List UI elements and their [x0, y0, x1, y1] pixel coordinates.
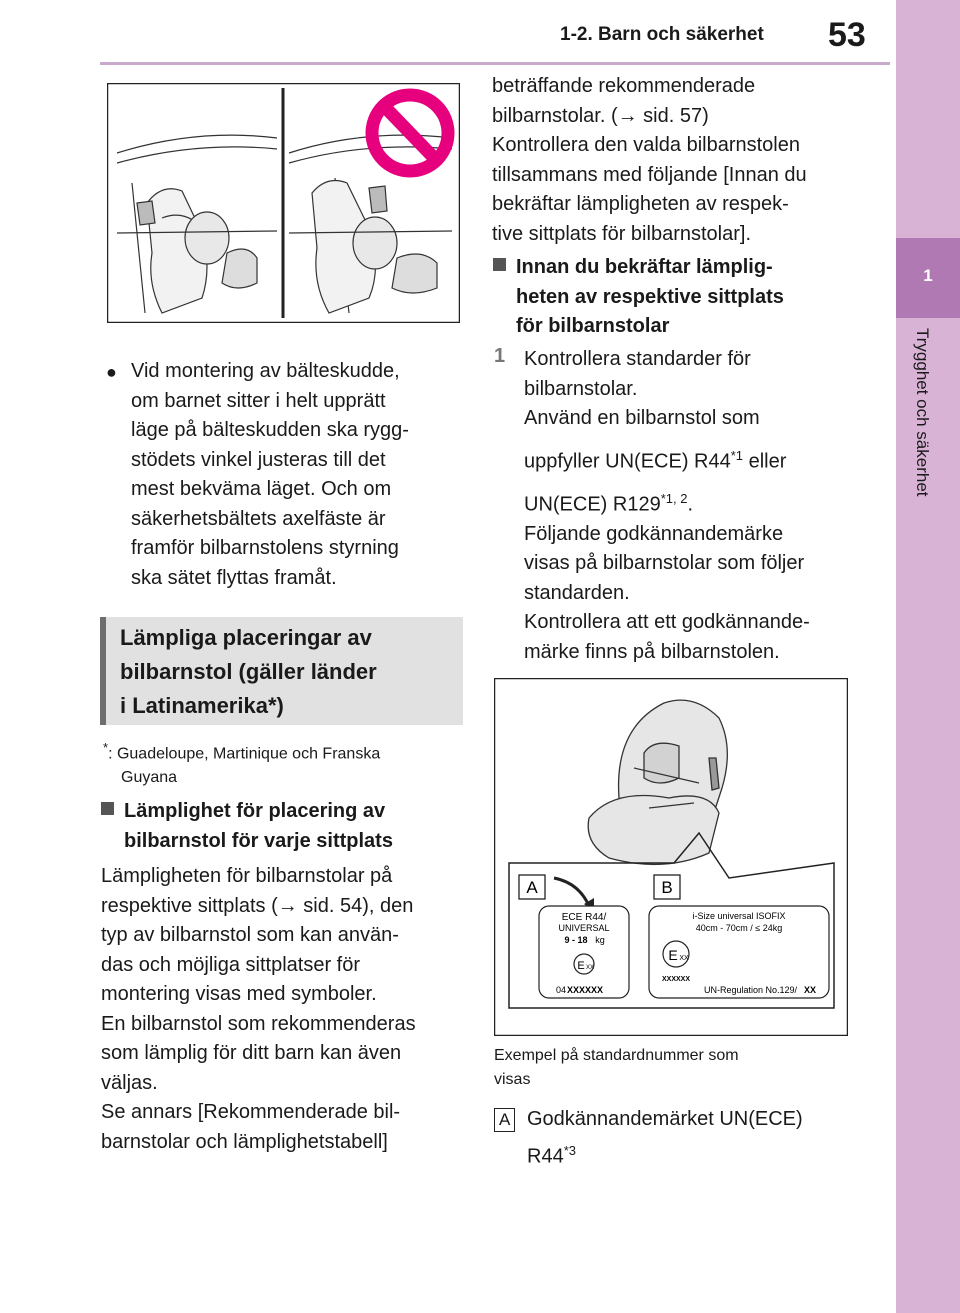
body-line: En bilbarnstol som rekommenderas — [101, 1012, 416, 1035]
bullet-line: säkerhetsbältets axelfäste är — [131, 507, 386, 530]
caption-line: Exempel på standardnummer som — [494, 1047, 739, 1064]
emark-b-sub: XX — [679, 955, 689, 962]
square-bullet-icon — [493, 258, 506, 271]
label-a-std: ECE R44/ — [561, 912, 607, 923]
item-a-text — [527, 1103, 857, 1173]
section-title: 1-2. Barn och säkerhet — [560, 24, 764, 45]
body-line: barnstolar och lämplighetstabell] — [101, 1130, 388, 1153]
footnote-line: : Guadeloupe, Martinique och Franska — [108, 745, 381, 763]
label-a-prefix: 04 — [556, 985, 567, 995]
body-line: montering visas med symboler. — [101, 983, 377, 1005]
chapter-number-tab — [896, 238, 960, 318]
step-line: . — [687, 493, 694, 516]
label-b-title: i-Size universal ISOFIX — [692, 911, 786, 921]
step-line: Kontrollera standarder för — [524, 348, 751, 370]
footnote-ref: *1 — [730, 447, 744, 463]
emark-a-sub: XX — [585, 965, 595, 971]
footnote-ref: *3 — [563, 1143, 576, 1158]
label-b: B — [661, 878, 673, 897]
section-heading-box — [100, 617, 463, 725]
bullet-line: mest bekväma läget. Och om — [131, 478, 392, 500]
item-a-line: Godkännandemärket UN(ECE) — [527, 1108, 803, 1130]
body-line: respektive sittplats (→ sid. 54), den — [101, 894, 414, 917]
emark-a: E — [577, 960, 585, 972]
item-a-box: A — [494, 1108, 515, 1132]
heading-line: i Latinamerika*) — [120, 693, 284, 718]
step-line: standarden. — [524, 581, 630, 604]
subheading-line: heten av respektive sittplats — [516, 285, 784, 308]
label-a-class: UNIVERSAL — [558, 923, 610, 933]
intro-paragraph — [492, 72, 852, 249]
bullet-line: om barnet sitter i helt upprätt — [131, 389, 386, 412]
item-a-label — [494, 1108, 515, 1132]
label-a-mass: 9 - 18 — [564, 935, 588, 945]
subheading-line: Innan du bekräftar lämplig- — [516, 256, 773, 278]
step-number: 1 — [494, 345, 506, 367]
footnote-mark: * — [103, 740, 109, 755]
intro-line: tillsammans med följande [Innan du — [492, 163, 807, 186]
body-line: typ av bilbarnstol som kan använ- — [101, 924, 399, 946]
footnote-ref: *1, 2 — [660, 490, 688, 506]
step-line: Använd en bilbarnstol som — [524, 407, 760, 429]
subheading-suitability — [101, 797, 461, 856]
intro-line: bekräftar lämpligheten av respek- — [492, 193, 789, 215]
label-b-reg-xx: XX — [804, 985, 817, 995]
bullet-icon: ● — [106, 362, 117, 382]
step-line: Följande godkännandemärke — [524, 522, 784, 545]
intro-line: beträffande rekommenderade — [492, 75, 756, 97]
step-line: bilbarnstolar. — [524, 377, 638, 400]
label-a-unit: kg — [595, 935, 605, 945]
subheading-line: Lämplighet för placering av — [124, 800, 386, 822]
approval-label-figure — [494, 678, 848, 1036]
subheading-line: bilbarnstol för varje sittplats — [124, 829, 393, 852]
bullet-line: läge på bälteskudden ska rygg- — [131, 419, 409, 441]
label-b-code: XXXXXX — [662, 976, 691, 983]
label-b-reg: UN-Regulation No.129/ — [704, 985, 798, 995]
body-line: Se annars [Rekommenderade bil- — [101, 1101, 401, 1123]
emark-b: E — [668, 947, 678, 963]
step-text — [524, 345, 864, 667]
footnote-line: Guyana — [121, 769, 178, 787]
body-line: som lämplig för ditt barn kan även — [101, 1042, 402, 1064]
subheading-before-confirm — [493, 253, 853, 342]
step-line: UN(ECE) R129 — [524, 493, 661, 516]
caption-line: visas — [494, 1071, 531, 1088]
bullet-line: ska sätet flyttas framåt. — [131, 566, 337, 589]
chapter-title: Trygghet och säkerhet — [913, 328, 932, 497]
figure-caption — [494, 1044, 854, 1092]
page-number: 53 — [828, 16, 866, 54]
chapter-number: 1 — [923, 266, 933, 285]
label-a: A — [526, 878, 538, 897]
bullet-paragraph — [131, 357, 461, 593]
label-b-size: 40cm - 70cm / ≤ 24kg — [695, 923, 783, 933]
heading-line: Lämpliga placeringar av — [120, 625, 372, 650]
step-line: uppfyller UN(ECE) R44 — [524, 450, 731, 473]
step-line: eller — [743, 450, 787, 473]
body-paragraph — [101, 862, 461, 1157]
bullet-line: framför bilbarnstolens styrning — [131, 537, 399, 559]
bullet-line: Vid montering av bälteskudde, — [131, 360, 400, 382]
header-rule — [100, 62, 890, 65]
side-tab — [896, 0, 960, 1313]
footnote — [103, 736, 463, 790]
body-line: väljas. — [101, 1071, 158, 1094]
intro-line: Kontrollera den valda bilbarnstolen — [492, 134, 800, 156]
item-a-line: R44 — [527, 1145, 564, 1168]
seat-illustration — [107, 83, 460, 323]
step-line: märke finns på bilbarnstolen. — [524, 640, 780, 663]
intro-line: bilbarnstolar. (→ sid. 57) — [492, 104, 709, 127]
body-line: das och möjliga sittplatser för — [101, 953, 361, 976]
subheading-line: för bilbarnstolar — [516, 315, 670, 337]
step-line: Kontrollera att ett godkännande- — [524, 611, 810, 634]
bullet-line: stödets vinkel justeras till det — [131, 448, 386, 471]
square-bullet-icon — [101, 802, 114, 815]
heading-line: bilbarnstol (gäller länder — [120, 659, 377, 684]
intro-line: tive sittplats för bilbarnstolar]. — [492, 222, 751, 245]
body-line: Lämpligheten för bilbarnstolar på — [101, 865, 393, 887]
step-line: visas på bilbarnstolar som följer — [524, 552, 805, 575]
label-a-code: XXXXXX — [567, 985, 604, 995]
